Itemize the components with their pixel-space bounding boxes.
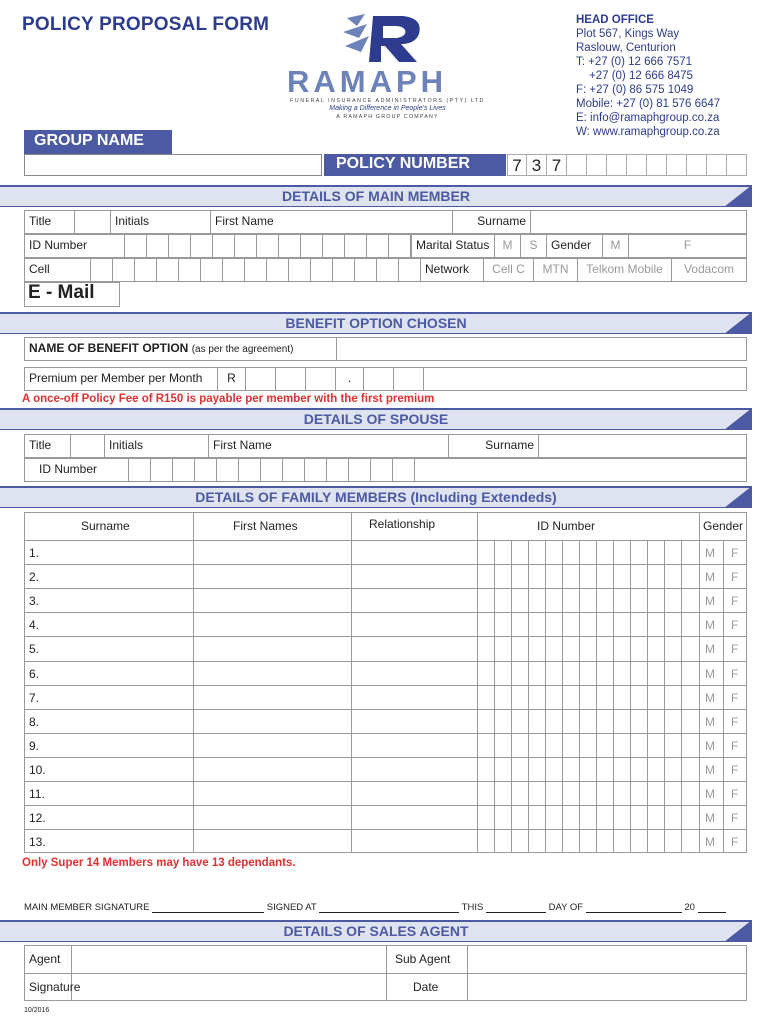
spouse-initials-label: Initials: [105, 435, 209, 457]
family-table: [24, 512, 747, 853]
family-table-header: [25, 513, 746, 541]
row-number: 9.: [29, 738, 40, 753]
main-member-cell-row: [24, 258, 747, 282]
signature-field[interactable]: [152, 904, 264, 913]
row-number: 1.: [29, 546, 40, 560]
benefit-header: [0, 312, 752, 334]
gender-m-option[interactable]: M: [705, 642, 715, 657]
day-of-label: DAY OF: [548, 902, 584, 913]
header-corner: [724, 408, 752, 430]
gender-f-option[interactable]: F: [731, 787, 739, 801]
gender-m-option[interactable]: M: [705, 666, 715, 681]
dependants-note: Only Super 14 Members may have 13 dependants.: [22, 857, 296, 869]
this-label: THIS: [461, 902, 484, 913]
gender-f-option[interactable]: F: [731, 666, 739, 681]
header-corner: [724, 486, 752, 508]
col-gender: Gender: [703, 519, 744, 533]
row-number: 11.: [29, 787, 45, 801]
title-label: Title: [25, 211, 75, 233]
policy-digit[interactable]: [727, 154, 747, 176]
policy-digit[interactable]: [707, 154, 727, 176]
form-version: 10/2016: [24, 1007, 50, 1014]
main-member-header: [0, 185, 752, 207]
policy-digit[interactable]: 3: [527, 154, 547, 176]
table-row[interactable]: [25, 662, 746, 686]
benefit-name-note: (as per the agreement): [191, 344, 294, 355]
sales-agent-heading: DETAILS OF SALES AGENT: [283, 923, 469, 939]
office-address-1: Plot 567, Kings Way: [576, 28, 680, 40]
gender-f-option[interactable]: F: [731, 690, 739, 705]
header-corner: [724, 185, 752, 207]
gender-m-option[interactable]: M: [705, 835, 715, 850]
gender-m-option[interactable]: M: [705, 714, 715, 729]
table-row[interactable]: [25, 613, 746, 637]
col-relationship: Relationship: [369, 517, 436, 531]
spouse-id-row: [24, 458, 747, 482]
marital-m-option[interactable]: M: [495, 235, 521, 257]
spouse-title-label: Title: [25, 435, 71, 457]
gender-f-option[interactable]: F: [731, 811, 739, 826]
signed-at-label: SIGNED AT: [266, 902, 317, 913]
col-surname: Surname: [81, 519, 130, 533]
row-number: 3.: [29, 594, 40, 609]
this-field[interactable]: [486, 904, 546, 913]
table-row[interactable]: [25, 637, 746, 661]
premium-spacer: [424, 368, 746, 390]
row-number: 5.: [29, 642, 40, 657]
gender-f-option[interactable]: F: [683, 238, 692, 252]
network-telkom-option[interactable]: Telkom Mobile: [578, 259, 672, 281]
gender-f-option[interactable]: F: [731, 714, 739, 729]
gender-m-option[interactable]: M: [705, 618, 715, 633]
office-tel-1: T: +27 (0) 12 666 7571: [576, 56, 693, 68]
gender-f-option[interactable]: F: [731, 738, 739, 753]
table-row[interactable]: [25, 830, 746, 854]
network-label: Network: [421, 259, 484, 281]
logo-group: A RAMAPH GROUP COMPANY: [336, 114, 439, 120]
signature-row: [25, 974, 746, 1002]
policy-digit[interactable]: 7: [507, 154, 527, 176]
gender-f-option[interactable]: F: [731, 594, 739, 609]
policy-digit[interactable]: [607, 154, 627, 176]
policy-number-label: POLICY NUMBER: [324, 154, 506, 176]
table-row[interactable]: [25, 758, 746, 782]
logo-name: RAMAPH: [287, 64, 448, 99]
table-row[interactable]: [25, 565, 746, 589]
office-fax: F: +27 (0) 86 575 1049: [576, 84, 694, 96]
table-row[interactable]: [25, 710, 746, 734]
cell-label: Cell: [25, 259, 91, 281]
main-member-signature-label: MAIN MEMBER SIGNATURE: [24, 902, 150, 913]
benefit-name-label: [25, 338, 337, 360]
group-name-label: GROUP NAME: [24, 130, 172, 154]
benefit-name-field[interactable]: [337, 338, 746, 360]
policy-digit[interactable]: [647, 154, 667, 176]
row-number: 12.: [29, 811, 46, 826]
spouse-title-field[interactable]: [71, 435, 105, 457]
spouse-header: [0, 408, 752, 430]
policy-number-cells[interactable]: [507, 154, 747, 176]
gender-m-option[interactable]: M: [705, 594, 715, 609]
group-name-field[interactable]: [24, 154, 322, 176]
header-corner: [724, 312, 752, 334]
row-number: 10.: [29, 762, 46, 777]
office-tel-2: +27 (0) 12 666 8475: [589, 70, 693, 82]
gender-m-option[interactable]: M: [705, 570, 715, 585]
gender-m-option[interactable]: M: [603, 235, 629, 257]
main-member-name-row: [24, 210, 747, 234]
col-first-names: First Names: [233, 519, 298, 533]
spouse-surname-field[interactable]: [539, 435, 746, 457]
gender-f-option[interactable]: F: [731, 570, 739, 585]
office-heading: HEAD OFFICE: [576, 14, 654, 26]
ramaph-r-mark-icon: [285, 10, 490, 66]
row-number: 2.: [29, 570, 40, 585]
table-row[interactable]: [25, 782, 746, 806]
currency-label: R: [218, 368, 246, 390]
head-office-info: [576, 13, 720, 139]
spouse-first-name-label: First Name: [209, 435, 449, 457]
date-label: Date: [413, 980, 439, 994]
surname-field[interactable]: [531, 211, 746, 233]
sales-agent-header: [0, 920, 752, 942]
spouse-name-row: [24, 434, 747, 458]
gender-f-option[interactable]: F: [731, 642, 739, 657]
gender-f-option[interactable]: F: [731, 618, 739, 633]
logo-tagline: Making a Difference in People's Lives: [329, 105, 446, 112]
table-row[interactable]: [25, 589, 746, 613]
office-email: E: info@ramaphgroup.co.za: [576, 112, 720, 124]
table-row[interactable]: [25, 806, 746, 830]
form-title: POLICY PROPOSAL FORM: [22, 14, 270, 35]
row-number: 4.: [29, 618, 40, 633]
day-of-field[interactable]: [586, 904, 682, 913]
row-number: 8.: [29, 714, 40, 729]
table-row[interactable]: [25, 686, 746, 710]
premium-row: [24, 367, 747, 391]
office-mobile: Mobile: +27 (0) 81 576 6647: [576, 98, 721, 110]
gender-m-option[interactable]: M: [705, 690, 715, 705]
title-field[interactable]: [75, 211, 111, 233]
table-row[interactable]: [25, 734, 746, 758]
policy-fee-note: A once-off Policy Fee of R150 is payable per member with the first premium: [22, 393, 435, 405]
first-name-label: First Name: [211, 211, 453, 233]
network-vodacom-option[interactable]: Vodacom: [683, 262, 735, 276]
family-heading: DETAILS OF FAMILY MEMBERS (Including Extendeds): [195, 489, 557, 505]
signature-line: [24, 902, 726, 913]
header-corner: [724, 920, 752, 942]
surname-label: Surname: [453, 211, 531, 233]
year-label: 20: [684, 902, 695, 913]
col-id-number: ID Number: [537, 519, 596, 533]
agent-signature-label: Signature: [29, 980, 81, 994]
main-member-heading: DETAILS OF MAIN MEMBER: [282, 188, 470, 204]
decimal-point: .: [336, 368, 364, 390]
premium-cells[interactable]: [246, 368, 336, 390]
spouse-id-spacer: [415, 459, 746, 481]
spouse-id-cells[interactable]: [129, 459, 415, 481]
marital-s-option[interactable]: S: [521, 235, 547, 257]
policy-digit[interactable]: [687, 154, 707, 176]
email-label: E - Mail: [28, 282, 95, 303]
logo-subtitle: FUNERAL INSURANCE ADMINISTRATORS (PTY) LTD: [290, 98, 485, 104]
row-number: 13.: [29, 835, 46, 850]
year-field[interactable]: [698, 904, 726, 913]
cents-cells[interactable]: [364, 368, 424, 390]
family-header: [0, 486, 752, 508]
signed-at-field[interactable]: [319, 904, 459, 913]
office-web: W: www.ramaphgroup.co.za: [576, 126, 720, 138]
network-mtn-option[interactable]: MTN: [534, 259, 578, 281]
marital-status-label: Marital Status: [411, 235, 495, 257]
main-member-id-row: [24, 234, 747, 258]
policy-digit[interactable]: [627, 154, 647, 176]
cell-number-cells[interactable]: [91, 259, 421, 281]
agent-label: Agent: [29, 952, 61, 966]
sub-agent-label: Sub Agent: [395, 952, 451, 966]
id-number-cells[interactable]: [125, 235, 411, 257]
policy-digit[interactable]: 7: [547, 154, 567, 176]
office-address-2: Raslouw, Centurion: [576, 42, 676, 54]
table-row[interactable]: [25, 541, 746, 565]
network-cellc-option[interactable]: Cell C: [484, 259, 534, 281]
spouse-surname-label: Surname: [449, 435, 539, 457]
gender-f-option[interactable]: F: [731, 546, 739, 560]
policy-digit[interactable]: [667, 154, 687, 176]
gender-m-option[interactable]: M: [705, 738, 715, 753]
agent-row: [25, 946, 746, 974]
gender-label: Gender: [547, 235, 603, 257]
spouse-heading: DETAILS OF SPOUSE: [303, 411, 449, 427]
gender-f-option[interactable]: F: [731, 762, 739, 777]
gender-m-option[interactable]: M: [705, 787, 715, 801]
policy-digit[interactable]: [567, 154, 587, 176]
benefit-name-row: [24, 337, 747, 361]
ramaph-logo: [285, 10, 490, 122]
spouse-id-label: ID Number: [25, 459, 129, 481]
policy-digit[interactable]: [587, 154, 607, 176]
gender-m-option[interactable]: M: [705, 762, 715, 777]
gender-f-option[interactable]: F: [731, 835, 739, 850]
gender-m-option[interactable]: M: [705, 811, 715, 826]
benefit-heading: BENEFIT OPTION CHOSEN: [285, 315, 467, 331]
sales-agent-table: [24, 945, 747, 1001]
premium-label: Premium per Member per Month: [25, 368, 218, 390]
row-number: 7.: [29, 690, 40, 705]
row-number: 6.: [29, 666, 40, 681]
benefit-name-text: NAME OF BENEFIT OPTION: [29, 341, 189, 355]
gender-m-option[interactable]: M: [705, 546, 715, 560]
initials-label: Initials: [111, 211, 211, 233]
id-number-label: ID Number: [25, 235, 125, 257]
